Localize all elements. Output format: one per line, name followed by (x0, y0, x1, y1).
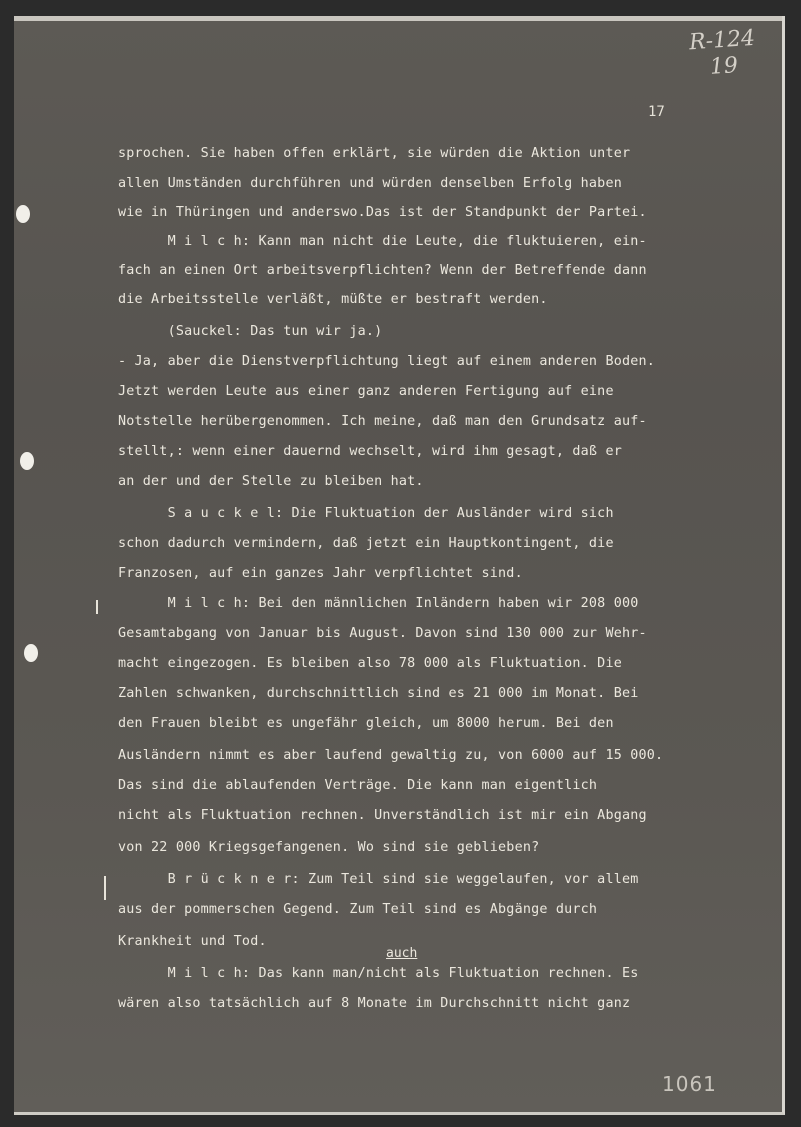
text-line: macht eingezogen. Es bleiben also 78 000 als Fluktuation. Die (118, 656, 622, 671)
text-line: (Sauckel: Das tun wir ja.) (118, 324, 383, 339)
archive-code: R-124 (688, 25, 756, 56)
text-line: - Ja, aber die Dienstverpflichtung liegt auf einem anderen Boden. (118, 354, 656, 369)
text-line: Das sind die ablaufenden Verträge. Die kann man eigentlich (118, 778, 598, 793)
margin-mark (104, 876, 106, 900)
text-line: Gesamtabgang von Januar bis August. Davon sind 130 000 zur Wehr- (118, 626, 647, 641)
text-line: fach an einen Ort arbeitsverpflichten? Wenn der Betreffende dann (118, 263, 647, 278)
archive-sheet: 19 (709, 53, 739, 80)
punch-hole (20, 452, 34, 470)
punch-hole (16, 205, 30, 223)
text-line: stellt,: wenn einer dauernd wechselt, wird ihm gesagt, daß er (118, 444, 622, 459)
folio-stamp: 1061 (662, 1072, 717, 1096)
text-line: S a u c k e l: Die Fluktuation der Ausländer wird sich (118, 506, 614, 521)
text-line: von 22 000 Kriegsgefangenen. Wo sind sie geblieben? (118, 840, 540, 855)
text-line: Jetzt werden Leute aus einer ganz anderen Fertigung auf eine (118, 384, 614, 399)
margin-mark (96, 600, 98, 614)
text-line: den Frauen bleibt es ungefähr gleich, um 8000 herum. Bei den (118, 716, 614, 731)
text-line: nicht als Fluktuation rechnen. Unverständlich ist mir ein Abgang (118, 808, 647, 823)
text-line: Zahlen schwanken, durchschnittlich sind es 21 000 im Monat. Bei (118, 686, 639, 701)
text-line: M i l c h: Bei den männlichen Inländern haben wir 208 000 (118, 596, 639, 611)
text-line: schon dadurch vermindern, daß jetzt ein Hauptkontingent, die (118, 536, 614, 551)
text-line: wie in Thüringen und anderswo.Das ist der Standpunkt der Partei. (118, 205, 647, 220)
text-line: Notstelle herübergenommen. Ich meine, daß man den Grundsatz auf- (118, 414, 647, 429)
text-line: wären also tatsächlich auf 8 Monate im Durchschnitt nicht ganz (118, 996, 631, 1011)
text-line: Franzosen, auf ein ganzes Jahr verpflichtet sind. (118, 566, 523, 581)
punch-hole (24, 644, 38, 662)
text-line: B r ü c k n e r: Zum Teil sind sie weggelaufen, vor allem (118, 872, 639, 887)
archive-mark (688, 26, 757, 82)
text-line: die Arbeitsstelle verläßt, müßte er bestraft werden. (118, 292, 548, 307)
text-line: allen Umständen durchführen und würden denselben Erfolg haben (118, 176, 622, 191)
text-line: Krankheit und Tod. (118, 934, 267, 949)
handwritten-insert: auch (386, 946, 418, 961)
text-line: M i l c h: Kann man nicht die Leute, die fluktuieren, ein- (118, 234, 647, 249)
text-line: an der und der Stelle zu bleiben hat. (118, 474, 424, 489)
page-number: 17 (648, 104, 665, 120)
text-line: sprochen. Sie haben offen erklärt, sie würden die Aktion unter (118, 146, 631, 161)
text-line: M i l c h: Das kann man/nicht als Fluktuation rechnen. Es (118, 966, 639, 981)
text-line: aus der pommerschen Gegend. Zum Teil sind es Abgänge durch (118, 902, 598, 917)
text-line: Ausländern nimmt es aber laufend gewaltig zu, von 6000 auf 15 000. (118, 748, 664, 763)
